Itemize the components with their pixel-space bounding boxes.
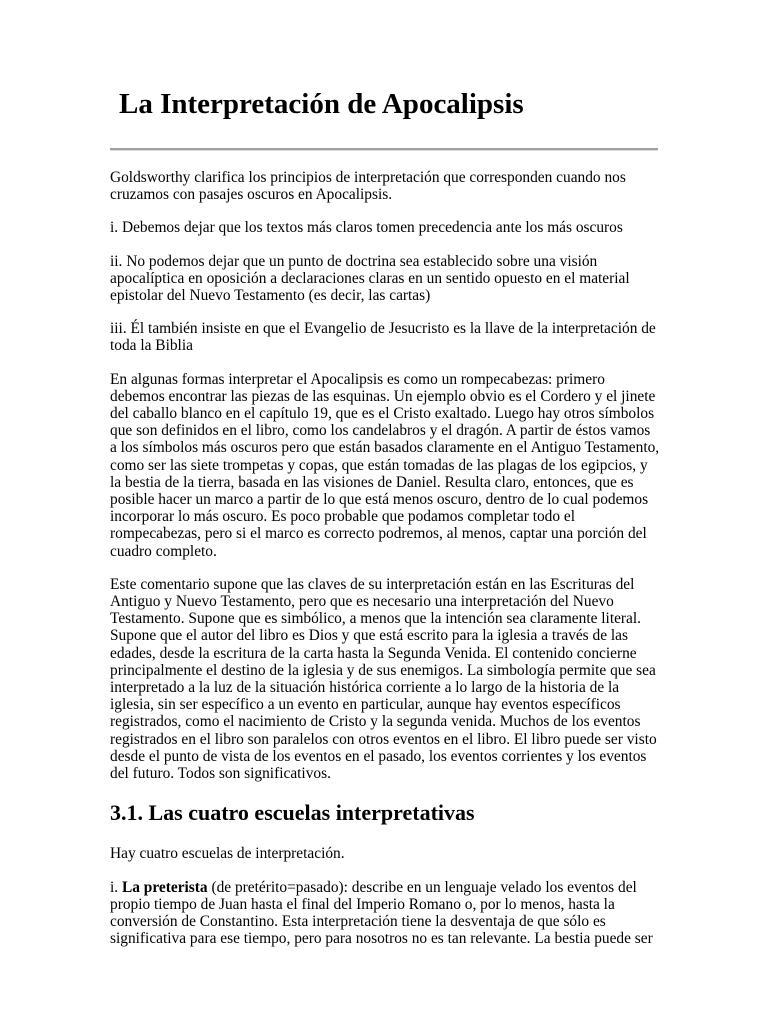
principle-1-paragraph: i. Debemos dejar que los textos más claros tomen precedencia ante los más oscuros (110, 219, 623, 237)
commentary-paragraph: Este comentario supone que las claves de su interpretación están en las Escrituras del Antiguo y Nuevo Testamento, pero que es necesario una interpretación del Nuevo Testamento. Supone que es simbólico, a menos que la intención sea claramente literal. Supone que el autor del libro es Dios y que está escrito para la iglesia a través de las edades, desde la escritura de la carta hasta la Segunda Venida. El contenido concierne principalmente el destino de la iglesia y de sus enemigos. La simbología permite que sea interpretado a la luz de la situación histórica corriente a lo largo de la historia de la iglesia, sin ser específico a un evento en particular, aunque hay eventos específicos registrados, como el nacimiento de Cristo y la segunda venida. Muchos de los eventos registrados en el libro son paralelos con otros eventos en el libro. El libro puede ser visto desde el punto de vista de los eventos en el pasado, los eventos corrientes y los eventos del futuro. Todos son significativos. (110, 575, 657, 783)
principle-2-paragraph: ii. No podemos dejar que un punto de doctrina sea establecido sobre una visión apocalíptica en oposición a declaraciones claras en un sentido opuesto en el material epistolar del Nuevo Testamento (es decir, las cartas) (110, 252, 630, 305)
document-body (110, 169, 660, 963)
item-text: (de pretérito=pasado): describe en un lenguaje velado los eventos del propio tiempo de Juan hasta el final del Imperio Romano o, por lo menos, hasta la conversión de Constantino. Esta interpretación tiene la desventaja de que sólo es significativa para ese tiempo, pero para nosotros no es tan relevante. La bestia puede ser (110, 878, 653, 948)
intro-paragraph: Goldsworthy clarifica los principios de interpretación que corresponden cuando nos cruzamos con pasajes oscuros en Apocalipsis. (110, 169, 626, 204)
section-intro-paragraph: Hay cuatro escuelas de interpretación. (110, 845, 345, 863)
puzzle-paragraph: En algunas formas interpretar el Apocalipsis es como un rompecabezas: primero debemos encontrar las piezas de las esquinas. Un ejemplo obvio es el Cordero y el jinete del caballo blanco en el capítulo 19, que es el Cristo exaltado. Luego hay otros símbolos que son definidos en el libro, como los candelabros y el dragón. A partir de éstos vamos a los símbolos más oscuros pero que están basados claramente en el Antiguo Testamento, como ser las siete trompetas y copas, que están tomadas de las plagas de los egipcios, y la bestia de la tierra, basada en las visiones de Daniel. Resulta claro, entonces, que es posible hacer un marco a partir de lo que está menos oscuro, dentro de lo cual podemos incorporar lo más oscuro. Es poco probable que podamos completar todo el rompecabezas, pero si el marco es correcto podremos, al menos, captar una porción del cuadro completo. (110, 370, 660, 560)
title-divider (110, 148, 658, 151)
document-title: La Interpretación de Apocalipsis (119, 88, 524, 120)
item-prefix: i. (110, 878, 122, 896)
section-heading: 3.1. Las cuatro escuelas interpretativas (110, 800, 475, 826)
preterist-paragraph (110, 879, 660, 948)
principle-3-paragraph: iii. Él también insiste en que el Evangelio de Jesucristo es la llave de la interpretación de toda la Biblia (110, 320, 656, 355)
item-term: La preterista (121, 878, 208, 896)
